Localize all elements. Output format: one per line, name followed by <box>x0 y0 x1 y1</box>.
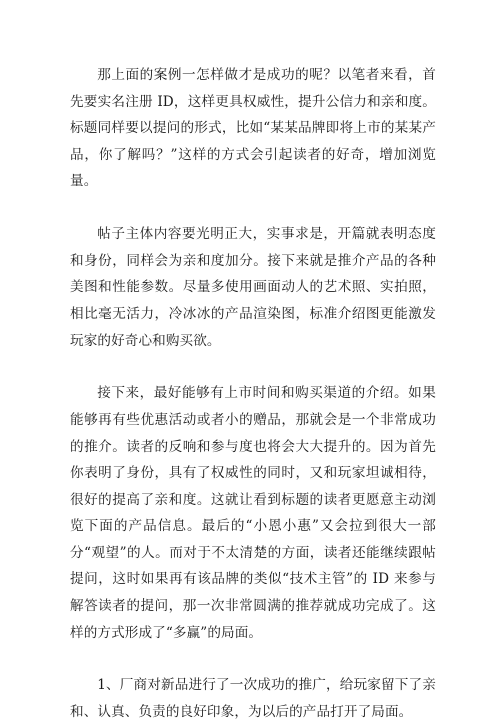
paragraph-3: 接下来，最好能够有上市时间和购买渠道的介绍。如果能够再有些优惠活动或者小的赠品，那就会是一个非常成功的推介。读者的反响和参与度也将会大大提升的。因为首先你表明了身份，具有了权威性的同时，又和玩家坦诚相待，很好的提高了亲和度。这就让看到标题的读者更愿意主动浏览下面的产品信息。最后的“小恩小惠”又会拉到很大一部分“观望”的人。而对于不太清楚的方面，读者还能继续跟帖提问，这时如果再有该品牌的类似“技术主管”的 ID 来参与解答读者的提问，那一次非常圆满的推荐就成功完成了。这样的方式形成了“多赢”的局面。 <box>70 385 436 641</box>
paragraph-4: 1、厂商对新品进行了一次成功的推广，给玩家留下了亲和、认真、负责的良好印象，为以后的产品打开了局面。 <box>70 677 436 721</box>
document-body <box>70 62 436 726</box>
paragraph-1: 那上面的案例一怎样做才是成功的呢？以笔者来看，首先要实名注册 ID，这样更具权威性，提升公信力和亲和度。标题同样要以提问的形式，比如“某某品牌即将上市的某某产品，你了解吗？”这样的方式会引起读者的好奇，增加浏览量。 <box>70 67 436 190</box>
paragraph-2: 帖子主体内容要光明正大，实事求是，开篇就表明态度和身份，同样会为亲和度加分。接下来就是推介产品的各种美图和性能参数。尽量多使用画面动人的艺术照、实拍照，相比毫无活力，冷冰冰的产品渲染图，标准介绍图更能激发玩家的好奇心和购买欲。 <box>70 226 436 349</box>
